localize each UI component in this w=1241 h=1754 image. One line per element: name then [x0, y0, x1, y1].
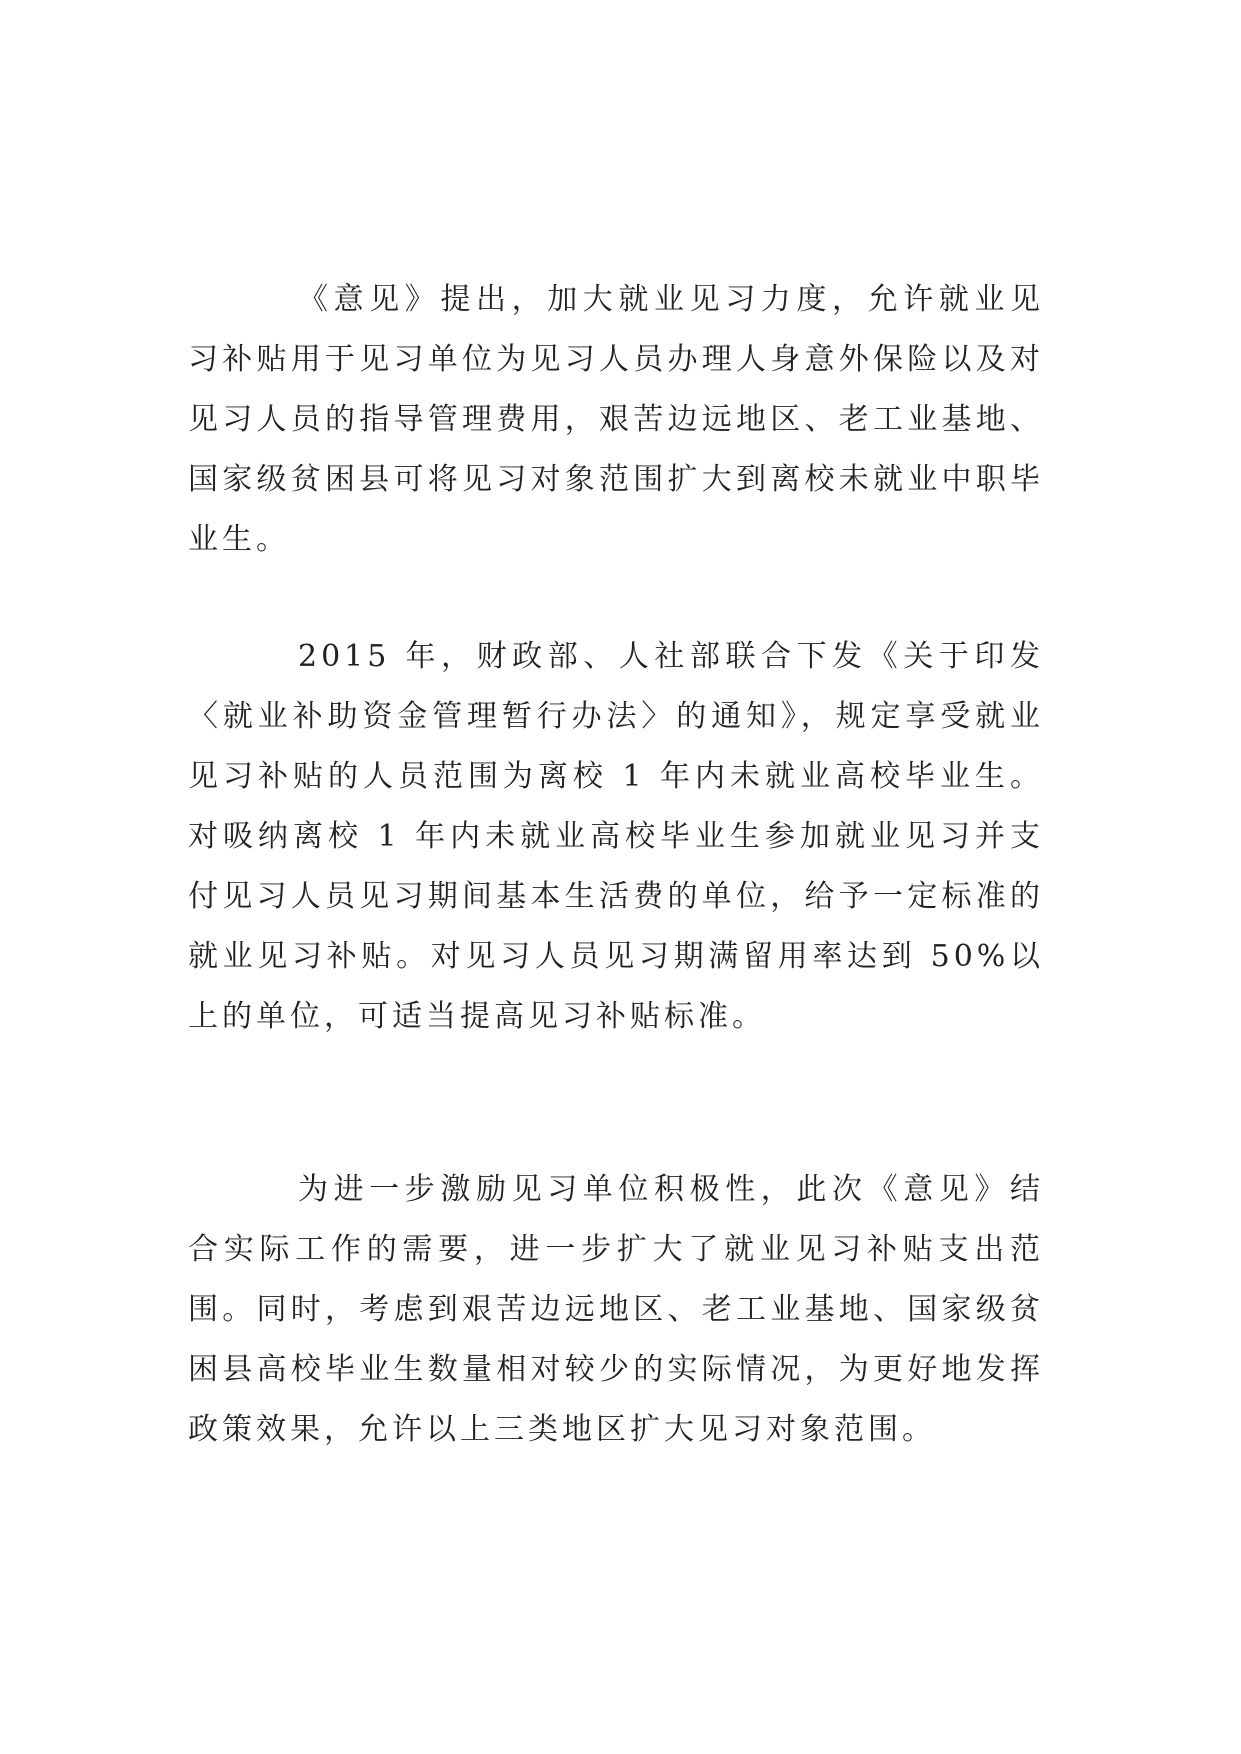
paragraph-1: 《意见》提出，加大就业见习力度，允许就业见习补贴用于见习单位为见习人员办理人身意外保险以及对见习人员的指导管理费用，艰苦边远地区、老工业基地、国家级贫困县可将见习对象范围扩大到离校未就业中职毕业生。 — [188, 282, 1044, 557]
paragraph-3: 为进一步激励见习单位积极性，此次《意见》结合实际工作的需要，进一步扩大了就业见习补贴支出范围。同时，考虑到艰苦边远地区、老工业基地、国家级贫困县高校毕业生数量相对较少的实际情况，为更好地发挥政策效果，允许以上三类地区扩大见习对象范围。 — [188, 1172, 1044, 1447]
paragraph-2: 2015 年，财政部、人社部联合下发《关于印发〈就业补助资金管理暂行办法〉的通知》，规定享受就业见习补贴的人员范围为离校 1 年内未就业高校毕业生。对吸纳离校 1 年内未就业高校毕业生参加就业见习并支付见习人员见习期间基本生活费的单位，给予一定标准的就业见习补贴。对见习人员见习期满留用率达到 50%以上的单位，可适当提高见习补贴标准。 — [188, 639, 1044, 1034]
